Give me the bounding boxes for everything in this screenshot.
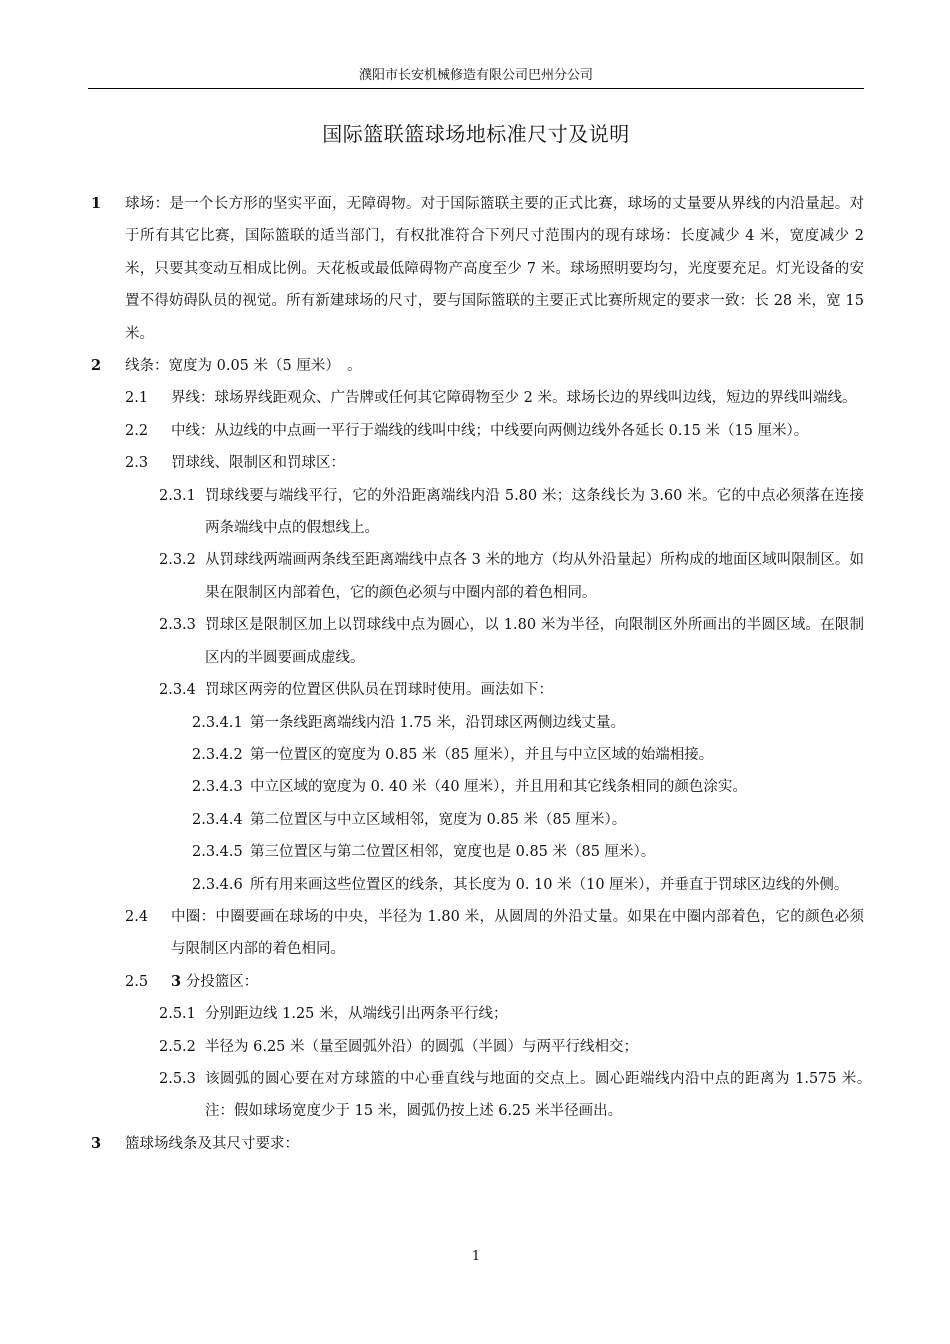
section-text: 球场：是一个长方形的坚实平面，无障碍物。对于国际篮联主要的正式比赛，球场的丈量要从界线的内沿量起。对于所有其它比赛，国际篮联的适当部门，有权批准符合下列尺寸范围内的现有球场：长度减少 4 米，宽度减少 2 米，只要其变动互相成比例。天花板或最低障碍物产高度至少 7 米。球场照明要均匀，光度要充足。灯光设备的安置不得妨碍队员的视觉。所有新建球场的尺寸，要与国际篮联的主要正式比赛所规定的要求一致：长 28 米，宽 15 米。 [125, 196, 864, 342]
section-2-1 [88, 382, 864, 414]
section-number: 2.2 [125, 422, 149, 439]
section-text: 罚球区两旁的位置区供队员在罚球时使用。画法如下： [205, 682, 553, 699]
section-2-4 [88, 901, 864, 966]
section-text [171, 966, 864, 998]
page-number: 1 [471, 1249, 481, 1264]
section-text: 中立区域的宽度为 0. 40 米（40 厘米），并且用和其它线条相同的颜色涂实。 [250, 779, 747, 796]
section-number: 2.3.1 [159, 487, 196, 504]
section-text: 罚球线、限制区和罚球区： [171, 455, 345, 472]
section-bold-lead: 3 [171, 972, 182, 990]
section-number: 2.3.4.5 [192, 844, 243, 861]
section-text: 第三位置区与第二位置区相邻，宽度也是 0.85 米（85 厘米）。 [250, 844, 656, 861]
section-number: 1 [91, 195, 102, 212]
section-2-3 [88, 447, 864, 479]
section-2-3-1 [88, 480, 864, 545]
section-2-3-4-2 [88, 739, 864, 771]
section-2-5 [88, 966, 864, 998]
section-text: 界线：球场界线距观众、广告牌或任何其它障碍物至少 2 米。球场长边的界线叫边线，短边的界线叫端线。 [171, 390, 857, 407]
document-body [88, 188, 879, 1160]
page-header: 濮阳市长安机械修造有限公司巴州分公司 [358, 68, 593, 83]
section-number: 2.3.4.6 [192, 876, 243, 893]
section-2-5-2 [88, 1031, 864, 1063]
section-text: 从罚球线两端画两条线至距离端线中点各 3 米的地方（均从外沿量起）所构成的地面区域叫限制区。如果在限制区内部着色，它的颜色必须与中圈内部的着色相同。 [205, 552, 864, 601]
section-2 [88, 350, 864, 382]
section-2-3-4-1 [88, 707, 864, 739]
section-number: 2.3.4.4 [192, 811, 243, 828]
section-3 [88, 1128, 864, 1160]
section-number: 2.4 [125, 908, 149, 925]
section-text: 该圆弧的圆心要在对方球篮的中心垂直线与地面的交点上。圆心距端线内沿中点的距离为 1.575 米。 注：假如球场宽度少于 15 米，圆弧仍按上述 6.25 米半径画出。 [205, 1070, 879, 1120]
section-text: 分别距边线 1.25 米，从端线引出两条平行线； [205, 1006, 508, 1023]
section-text: 中圈：中圈要画在球场的中央，半径为 1.80 米，从圆周的外沿丈量。如果在中圈内部着色，它的颜色必须与限制区内部的着色相同。 [171, 908, 864, 958]
section-2-5-1 [88, 998, 864, 1030]
header-divider [88, 88, 864, 89]
section-text-rest: 分投篮区： [181, 973, 259, 990]
section-number: 2.1 [125, 390, 149, 407]
section-number: 2.3.2 [159, 552, 196, 569]
section-number: 3 [91, 1134, 102, 1152]
section-text: 第二位置区与中立区域相邻，宽度为 0.85 米（85 厘米）。 [250, 811, 627, 828]
section-text: 中线：从边线的中点画一平行于端线的线叫中线；中线要向两侧边线外各延长 0.15 米（15 厘米）。 [171, 422, 809, 439]
section-number: 2.3.4 [159, 682, 196, 699]
section-text: 罚球线要与端线平行，它的外沿距离端线内沿 5.80 米；这条线长为 3.60 米。它的中点必须落在连接两条端线中点的假想线上。 [205, 487, 864, 537]
section-text: 篮球场线条及其尺寸要求： [125, 1135, 299, 1152]
section-text: 第一条线距离端线内沿 1.75 米，沿罚球区两侧边线丈量。 [250, 714, 626, 731]
section-number: 2.3.4.2 [192, 746, 243, 763]
section-number: 2.5 [125, 973, 149, 990]
section-text: 罚球区是限制区加上以罚球线中点为圆心，以 1.80 米为半径，向限制区外所画出的半圆区域。在限制区内的半圆要画成虚线。 [205, 617, 864, 666]
section-2-3-4-3 [88, 771, 864, 803]
section-2-3-4-6 [88, 869, 864, 901]
section-number: 2 [91, 357, 102, 375]
section-2-2 [88, 415, 864, 447]
section-text: 所有用来画这些位置区的线条，其长度为 0. 10 米（10 厘米），并垂直于罚球区边线的外侧。 [250, 876, 849, 893]
section-2-3-4-4 [88, 804, 864, 836]
section-2-3-4-5 [88, 836, 864, 868]
section-text: 第一位置区的宽度为 0.85 米（85 厘米），并且与中立区域的始端相接。 [250, 746, 714, 763]
section-text: 线条：宽度为 0.05 米（5 厘米） 。 [125, 358, 362, 375]
section-1 [88, 188, 864, 350]
section-number: 2.3.4.3 [192, 779, 243, 796]
section-number: 2.5.1 [159, 1006, 196, 1023]
section-2-3-4 [88, 674, 864, 706]
section-text: 半径为 6.25 米（量至圆弧外沿）的圆弧（半圆）与两平行线相交； [205, 1038, 639, 1055]
section-2-3-2 [88, 544, 864, 609]
document-title: 国际篮联篮球场地标准尺寸及说明 [322, 122, 630, 146]
section-number: 2.3.4.1 [192, 714, 243, 731]
section-2-3-3 [88, 609, 864, 674]
section-number: 2.5.3 [159, 1070, 196, 1087]
section-number: 2.3 [125, 455, 149, 472]
section-number: 2.3.3 [159, 617, 196, 634]
section-number: 2.5.2 [159, 1038, 196, 1055]
section-2-5-3 [88, 1063, 879, 1128]
